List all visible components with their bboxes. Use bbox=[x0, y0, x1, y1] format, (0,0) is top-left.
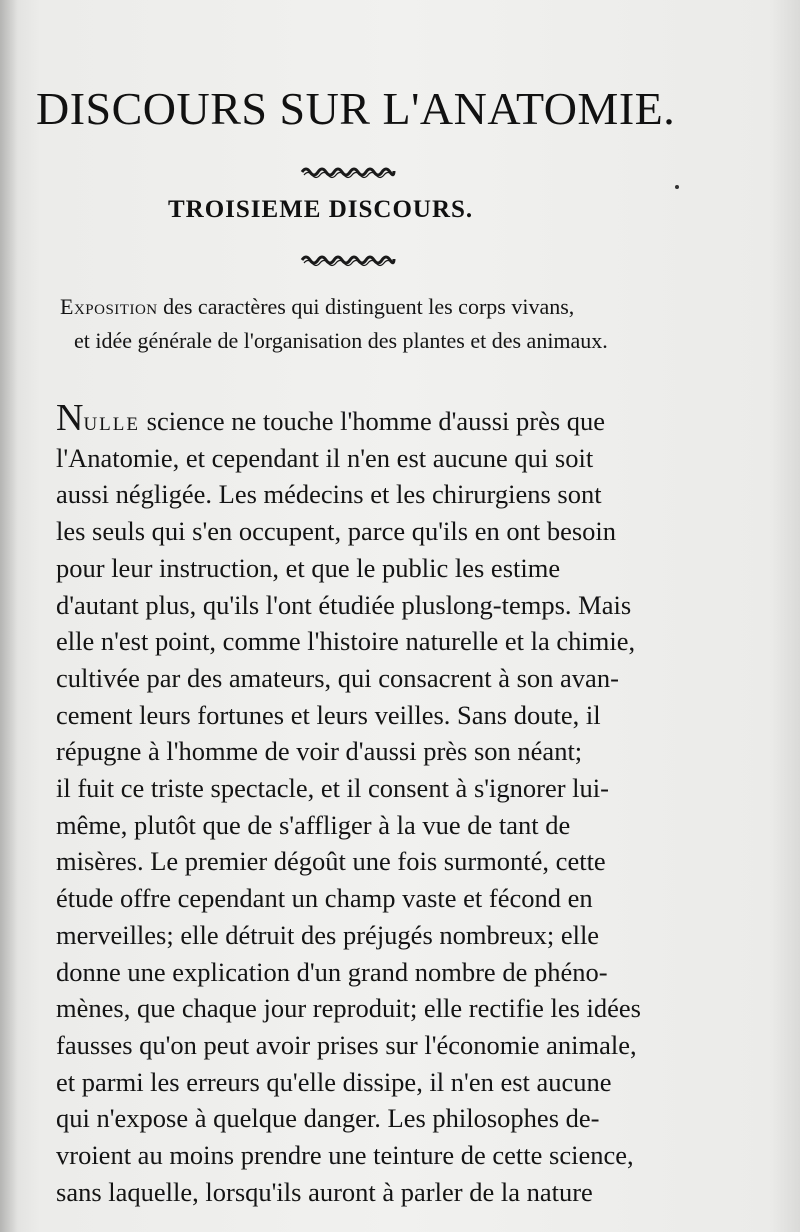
body-line bbox=[56, 397, 726, 440]
body-line: répugne à l'homme de voir d'aussi près son néant; bbox=[56, 736, 583, 767]
body-line: cement leurs fortunes et leurs veilles. Sans doute, il bbox=[56, 699, 601, 730]
body-line: aussi négligée. Les médecins et les chirurgiens sont bbox=[56, 479, 602, 510]
body-text bbox=[56, 397, 726, 1210]
body-line: d'autant plus, qu'ils l'ont étudiée pluslong-temps. Mais bbox=[56, 589, 632, 620]
ink-speck bbox=[675, 185, 679, 189]
body-line: fausses qu'on peut avoir prises sur l'économie animale, bbox=[56, 1029, 637, 1060]
page-title: DISCOURS SUR L'ANATOMIE. bbox=[36, 83, 676, 134]
first-word-rest: ulle bbox=[83, 406, 140, 436]
section-title: TROISIEME DISCOURS. bbox=[168, 196, 474, 223]
summary-line-2: et idée générale de l'organisation des plantes et des animaux. bbox=[74, 328, 608, 353]
body-line: mènes, que chaque jour reproduit; elle rectifie les idées bbox=[56, 993, 641, 1024]
body-line: qui n'expose à quelque danger. Les philosophes de- bbox=[56, 1103, 600, 1134]
body-line: pour leur instruction, et que le public les estime bbox=[56, 552, 561, 583]
body-line: sans laquelle, lorsqu'ils auront à parler de la nature bbox=[56, 1176, 593, 1207]
ornamental-rule-bottom bbox=[300, 251, 396, 267]
body-line-text: science ne touche l'homme d'aussi près que bbox=[140, 406, 606, 436]
body-line: l'Anatomie, et cependant il n'en est aucune qui soit bbox=[56, 442, 594, 473]
body-line: donne une explication d'un grand nombre de phéno- bbox=[56, 956, 608, 987]
body-line: elle n'est point, comme l'histoire naturelle et la chimie, bbox=[56, 626, 636, 657]
page-gutter-shadow bbox=[0, 0, 18, 1232]
drop-cap: N bbox=[56, 397, 84, 439]
body-line: même, plutôt que de s'affliger à la vue de tant de bbox=[56, 809, 571, 840]
summary-line-1 bbox=[60, 290, 672, 324]
body-line: et parmi les erreurs qu'elle dissipe, il n'en est aucune bbox=[56, 1066, 612, 1097]
body-line: vroient au moins prendre une teinture de cette science, bbox=[56, 1140, 634, 1171]
body-line: il fuit ce triste spectacle, et il consent à s'ignorer lui- bbox=[56, 773, 609, 804]
body-line: misères. Le premier dégoût une fois surmonté, cette bbox=[56, 846, 606, 877]
summary-line-1-rest: des caractères qui distinguent les corps vivans, bbox=[157, 294, 575, 319]
chapter-summary bbox=[60, 290, 672, 358]
body-line: merveilles; elle détruit des préjugés nombreux; elle bbox=[56, 919, 600, 950]
body-line: cultivée par des amateurs, qui consacrent à son avan- bbox=[56, 662, 619, 693]
ornamental-rule-top bbox=[300, 163, 396, 179]
summary-lead-word: Exposition bbox=[60, 294, 158, 319]
body-line: les seuls qui s'en occupent, parce qu'ils en ont besoin bbox=[56, 516, 617, 547]
body-line: étude offre cependant un champ vaste et fécond en bbox=[56, 883, 593, 914]
